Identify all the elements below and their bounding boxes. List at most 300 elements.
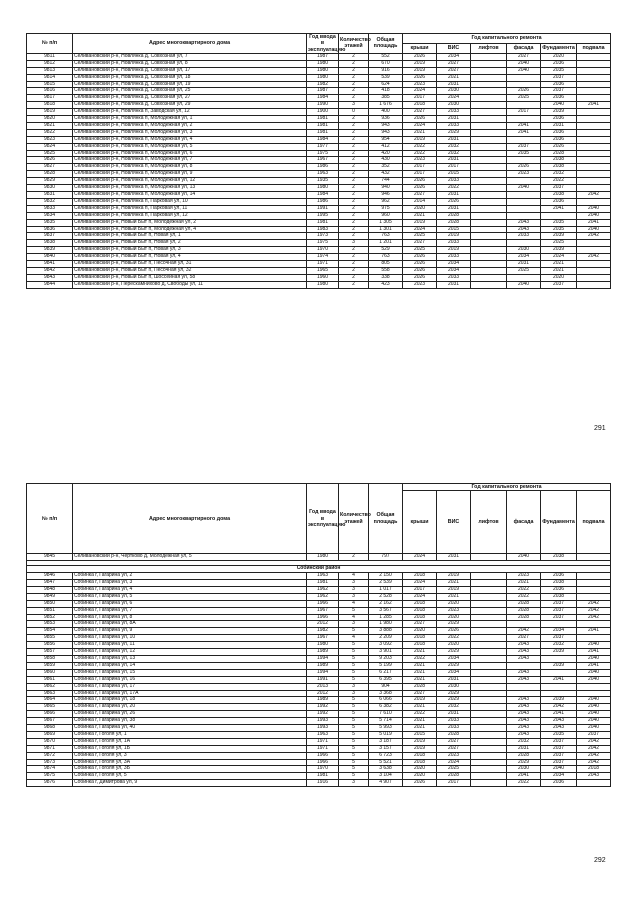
cell-year: 1994 <box>307 655 339 662</box>
cell-basement <box>577 157 611 164</box>
cell-roof: 2019 <box>403 67 437 74</box>
cell-area: 954 <box>369 136 403 143</box>
cell-lift <box>471 95 507 102</box>
cell-roof: 2021 <box>403 704 437 711</box>
cell-lift <box>471 261 507 268</box>
cell-basement <box>577 274 611 281</box>
cell-roof: 2019 <box>403 219 437 226</box>
cell-year: 1992 <box>307 704 339 711</box>
cell-floors: 2 <box>339 157 369 164</box>
cell-roof: 2026 <box>403 116 437 123</box>
cell-address: Собинка г, Гагарина ул, 2 <box>73 573 307 580</box>
cell-vis: 2023 <box>437 607 471 614</box>
cell-year: 1991 <box>307 676 339 683</box>
cell-basement: 2040 <box>577 676 611 683</box>
cell-area: 3 888 <box>369 628 403 635</box>
cell-address: Селивановский р-н, Новый Быт п, Новая ул, 3 <box>73 247 307 254</box>
cell-address: Собинка г, Гагарина ул, 8 <box>73 614 307 621</box>
cell-roof: 2018 <box>403 635 437 642</box>
cell-lift <box>471 157 507 164</box>
cell-basement: 2040 <box>577 725 611 732</box>
cell-roof: 2019 <box>403 738 437 745</box>
cell-vis: 2033 <box>437 718 471 725</box>
cell-year: 2013 <box>307 683 339 690</box>
cell-roof: 2026 <box>403 267 437 274</box>
cell-vis: 2029 <box>437 621 471 628</box>
cell-foundation: 2043 <box>541 725 577 732</box>
cell-area: 943 <box>369 129 403 136</box>
cell-address: Собинка г, Гагарина ул, 3 <box>73 580 307 587</box>
cell-roof: 2027 <box>403 240 437 247</box>
cell-address: Собинка г, Гагарина ул, 10 <box>73 635 307 642</box>
cell-lift <box>471 766 507 773</box>
cell-address: Собинка г, Гагарина ул, 20 <box>73 704 307 711</box>
cell-year: 1982 <box>307 81 339 88</box>
cell-area: 1 980 <box>369 621 403 628</box>
cell-roof: 2019 <box>403 60 437 67</box>
col-area-header: Общая площадь <box>369 34 403 54</box>
register-page-292 <box>26 483 610 787</box>
cell-foundation: 2041 <box>541 676 577 683</box>
cell-num: 9841 <box>27 261 73 268</box>
cell-area: 3 104 <box>369 773 403 780</box>
cell-facade <box>507 683 541 690</box>
cell-roof: 2015 <box>403 731 437 738</box>
cell-foundation: 2037 <box>541 185 577 192</box>
cell-facade: 2017 <box>507 109 541 116</box>
cell-foundation: 2026 <box>541 143 577 150</box>
cell-vis: 2034 <box>437 53 471 60</box>
cell-vis: 2031 <box>437 281 471 288</box>
cell-address: Собинка г, Гагарина ул, 4 <box>73 586 307 593</box>
cell-num: 9839 <box>27 247 73 254</box>
cell-vis: 2015 <box>437 171 471 178</box>
cell-roof: 2020 <box>403 205 437 212</box>
cell-num: 9848 <box>27 586 73 593</box>
cell-roof: 2018 <box>403 102 437 109</box>
cell-vis: 2029 <box>437 649 471 656</box>
cell-floors: 2 <box>339 185 369 192</box>
cell-address: Собинка г, Гоголя ул, 3А <box>73 759 307 766</box>
cell-foundation: 2039 <box>541 649 577 656</box>
cell-area: 558 <box>369 267 403 274</box>
cell-address: Селивановский р-н, Новлянка п, Парковая ул, 10 <box>73 198 307 205</box>
cell-num: 9834 <box>27 212 73 219</box>
cell-vis: 2031 <box>437 136 471 143</box>
cell-basement: 2040 <box>577 704 611 711</box>
cell-address: Собинка г, Гоголя ул, 1 <box>73 731 307 738</box>
cell-facade: 2040 <box>507 281 541 288</box>
cell-area: 975 <box>369 205 403 212</box>
cell-vis: 2017 <box>437 164 471 171</box>
cell-roof: 2024 <box>403 593 437 600</box>
cell-lift <box>471 676 507 683</box>
cell-address: Селивановский р-н, Новлянка д, Совхозная ул, 7 <box>73 53 307 60</box>
cell-num: 9820 <box>27 116 73 123</box>
cell-foundation: 2037 <box>541 88 577 95</box>
cell-lift <box>471 240 507 247</box>
col-facade-header: фасада <box>507 491 541 554</box>
col-floors-header: Количество этажей <box>339 484 369 554</box>
cell-foundation: 2034 <box>541 773 577 780</box>
cell-lift <box>471 649 507 656</box>
cell-lift <box>471 53 507 60</box>
cell-facade: 2022 <box>507 586 541 593</box>
cell-floors: 5 <box>339 738 369 745</box>
cell-roof: 2026 <box>403 74 437 81</box>
cell-facade: 2029 <box>507 759 541 766</box>
cell-vis: 2015 <box>437 226 471 233</box>
cell-num: 9861 <box>27 676 73 683</box>
cell-floors: 2 <box>339 247 369 254</box>
col-lift-header: лифтов <box>471 491 507 554</box>
cell-num: 9831 <box>27 192 73 199</box>
col-basement-header: подвала <box>577 491 611 554</box>
cell-floors: 3 <box>339 586 369 593</box>
col-roof-header: крыши <box>403 491 437 554</box>
cell-area: 2 162 <box>369 600 403 607</box>
cell-facade: 2043 <box>507 697 541 704</box>
cell-roof: 2024 <box>403 554 437 561</box>
cell-lift <box>471 143 507 150</box>
cell-facade: 2030 <box>507 766 541 773</box>
cell-vis: 2031 <box>437 81 471 88</box>
cell-lift <box>471 704 507 711</box>
cell-address: Собинка г, Гагарина ул, 13 <box>73 655 307 662</box>
cell-lift <box>471 690 507 697</box>
cell-roof: 2027 <box>403 690 437 697</box>
cell-area: 670 <box>369 60 403 67</box>
cell-num: 9837 <box>27 233 73 240</box>
cell-facade: 2043 <box>507 718 541 725</box>
cell-floors: 5 <box>339 718 369 725</box>
cell-roof: 2018 <box>403 573 437 580</box>
cell-roof: 2024 <box>403 580 437 587</box>
cell-roof: 2020 <box>403 766 437 773</box>
cell-num: 9827 <box>27 164 73 171</box>
cell-address: Собинка г, Гагарина ул, 26 <box>73 711 307 718</box>
cell-foundation <box>541 683 577 690</box>
cell-year: 1984 <box>307 192 339 199</box>
cell-lift <box>471 600 507 607</box>
cell-foundation: 2032 <box>541 171 577 178</box>
cell-vis: 2030 <box>437 88 471 95</box>
cell-foundation: 2021 <box>541 267 577 274</box>
cell-lift <box>471 150 507 157</box>
cell-lift <box>471 607 507 614</box>
cell-address: Селивановский р-н, Новлянка д, Совхозная ул, 18 <box>73 74 307 81</box>
cell-facade: 2043 <box>507 669 541 676</box>
cell-vis: 2021 <box>437 580 471 587</box>
cell-floors: 2 <box>339 554 369 561</box>
cell-vis: 2034 <box>437 655 471 662</box>
cell-address: Селивановский р-н, Новлянка д, Совхозная ул, 25 <box>73 88 307 95</box>
cell-area: 7 610 <box>369 711 403 718</box>
cell-area: 430 <box>369 157 403 164</box>
cell-facade: 2027 <box>507 635 541 642</box>
cell-basement: 2040 <box>577 655 611 662</box>
cell-vis: 2032 <box>437 704 471 711</box>
cell-basement <box>577 122 611 129</box>
cell-roof: 2026 <box>403 178 437 185</box>
cell-num: 9826 <box>27 157 73 164</box>
cell-lift <box>471 635 507 642</box>
cell-floors: 3 <box>339 580 369 587</box>
housing-table-page1 <box>26 33 611 289</box>
cell-facade: 2037 <box>507 143 541 150</box>
cell-vis: 2027 <box>437 67 471 74</box>
cell-address: Селивановский р-н, Новлянка д, Совхозная ул, 29 <box>73 102 307 109</box>
cell-num: 9866 <box>27 711 73 718</box>
cell-year: 1935 <box>307 178 339 185</box>
cell-lift <box>471 725 507 732</box>
cell-roof: 2026 <box>403 274 437 281</box>
cell-lift <box>471 628 507 635</box>
cell-floors: 3 <box>339 102 369 109</box>
cell-vis: 2034 <box>437 267 471 274</box>
cell-floors: 2 <box>339 219 369 226</box>
cell-lift <box>471 593 507 600</box>
cell-lift <box>471 711 507 718</box>
cell-year: 1962 <box>307 586 339 593</box>
cell-roof: 2020 <box>403 628 437 635</box>
cell-vis: 2019 <box>437 573 471 580</box>
cell-year: 1916 <box>307 780 339 787</box>
cell-year: 1980 <box>307 281 339 288</box>
cell-year: 1989 <box>307 697 339 704</box>
cell-vis: 2031 <box>437 676 471 683</box>
cell-facade: 2035 <box>507 150 541 157</box>
cell-address: Собинка г, Гагарина ул, 9 <box>73 628 307 635</box>
cell-roof: 2018 <box>403 759 437 766</box>
cell-area: 3 901 <box>369 649 403 656</box>
cell-facade <box>507 205 541 212</box>
cell-num: 9864 <box>27 697 73 704</box>
cell-floors: 2 <box>339 74 369 81</box>
cell-num: 9817 <box>27 95 73 102</box>
cell-foundation: 2035 <box>541 67 577 74</box>
cell-num: 9847 <box>27 580 73 587</box>
cell-roof: 2024 <box>403 88 437 95</box>
cell-lift <box>471 136 507 143</box>
cell-lift <box>471 586 507 593</box>
cell-address: Собинка г, Гагарина ул, 18 <box>73 697 307 704</box>
cell-vis: 2026 <box>437 628 471 635</box>
cell-floors: 5 <box>339 766 369 773</box>
cell-address: Собинка г, Гагарина ул, 16 <box>73 676 307 683</box>
cell-area: 552 <box>369 53 403 60</box>
cell-lift <box>471 122 507 129</box>
cell-floors: 2 <box>339 192 369 199</box>
cell-num: 9855 <box>27 635 73 642</box>
col-vis-header: ВИС <box>437 43 471 53</box>
cell-floors: 5 <box>339 662 369 669</box>
cell-year: 1981 <box>307 219 339 226</box>
cell-num: 9849 <box>27 593 73 600</box>
cell-num: 9845 <box>27 554 73 561</box>
cell-num: 9868 <box>27 725 73 732</box>
cell-vis: 2031 <box>437 554 471 561</box>
cell-vis: 2017 <box>437 780 471 787</box>
cell-lift <box>471 773 507 780</box>
col-foundation-header: Фундамента <box>541 43 577 53</box>
cell-floors: 2 <box>339 198 369 205</box>
cell-num: 9865 <box>27 704 73 711</box>
cell-lift <box>471 116 507 123</box>
cell-basement <box>577 60 611 67</box>
cell-facade: 2040 <box>507 67 541 74</box>
cell-basement <box>577 281 611 288</box>
cell-area: 805 <box>369 261 403 268</box>
cell-area: 940 <box>369 185 403 192</box>
cell-vis: 2026 <box>437 198 471 205</box>
cell-facade: 2026 <box>507 164 541 171</box>
col-year-header: Год ввода в эксплуатацию <box>308 34 346 53</box>
cell-foundation: 2036 <box>541 136 577 143</box>
cell-foundation: 2037 <box>541 74 577 81</box>
cell-address: Собинка г, Гагарина ул, 12 <box>73 649 307 656</box>
cell-lift <box>471 178 507 185</box>
cell-vis: 2022 <box>437 635 471 642</box>
cell-year: 1980 <box>307 67 339 74</box>
cell-vis: 2031 <box>437 116 471 123</box>
cell-num: 9874 <box>27 766 73 773</box>
cell-foundation: 2035 <box>541 731 577 738</box>
cell-floors: 3 <box>339 240 369 247</box>
cell-roof: 2021 <box>403 662 437 669</box>
cell-vis: 2034 <box>437 669 471 676</box>
cell-roof: 2017 <box>403 164 437 171</box>
cell-lift <box>471 731 507 738</box>
cell-num: 9816 <box>27 88 73 95</box>
cell-vis: 2030 <box>437 683 471 690</box>
cell-lift <box>471 67 507 74</box>
cell-roof: 2014 <box>403 198 437 205</box>
cell-foundation: 2038 <box>541 192 577 199</box>
cell-vis: 2031 <box>437 157 471 164</box>
cell-year: 1966 <box>307 759 339 766</box>
cell-foundation: 2035 <box>541 219 577 226</box>
cell-foundation: 2031 <box>541 122 577 129</box>
cell-num: 9859 <box>27 662 73 669</box>
cell-vis: 2032 <box>437 143 471 150</box>
cell-address: Селивановский р-н, Новлянка п, Молодежная ул, 2 <box>73 122 307 129</box>
col-year-header: Год ввода в эксплуатацию <box>307 484 339 554</box>
cell-floors: 5 <box>339 607 369 614</box>
cell-roof: 2027 <box>403 621 437 628</box>
cell-vis: 2027 <box>437 745 471 752</box>
cell-basement <box>577 586 611 593</box>
cell-num: 9852 <box>27 614 73 621</box>
cell-facade: 2043 <box>507 219 541 226</box>
cell-basement <box>577 554 611 561</box>
cell-floors: 5 <box>339 731 369 738</box>
cell-basement: 2040 <box>577 718 611 725</box>
cell-vis: 2033 <box>437 122 471 129</box>
cell-address: Селивановский р-н, Перескамнихово д, Свободы ул, 11 <box>73 281 307 288</box>
cell-roof: 2021 <box>403 725 437 732</box>
cell-num: 9870 <box>27 738 73 745</box>
cell-roof: 2023 <box>403 157 437 164</box>
cell-floors: 3 <box>339 593 369 600</box>
cell-basement: 2042 <box>577 614 611 621</box>
cell-basement <box>577 580 611 587</box>
cell-vis: 2033 <box>437 178 471 185</box>
cell-num: 9869 <box>27 731 73 738</box>
cell-address: Селивановский р-н, Новлянка п, Молодежная ул, 1 <box>73 116 307 123</box>
cell-floors: 4 <box>339 600 369 607</box>
cell-foundation: 2039 <box>541 109 577 116</box>
cell-floors: 5 <box>339 628 369 635</box>
cell-vis: 2033 <box>437 254 471 261</box>
cell-address: Селивановский р-н, Новлянка п, Молодежная ул, 9 <box>73 171 307 178</box>
cell-num: 9846 <box>27 573 73 580</box>
col-area-header: Общая площадь <box>369 484 403 554</box>
cell-facade: 2040 <box>507 554 541 561</box>
cell-num: 9836 <box>27 226 73 233</box>
cell-num: 9811 <box>27 53 73 60</box>
cell-area: 1 201 <box>369 240 403 247</box>
cell-floors: 2 <box>339 136 369 143</box>
cell-foundation: 2020 <box>541 274 577 281</box>
cell-foundation: 2043 <box>541 718 577 725</box>
cell-basement: 2040 <box>577 669 611 676</box>
cell-num: 9823 <box>27 136 73 143</box>
cell-lift <box>471 573 507 580</box>
cell-num: 9876 <box>27 780 73 787</box>
cell-roof: 2018 <box>403 752 437 759</box>
cell-floors: 3 <box>339 690 369 697</box>
col-facade-header: фасада <box>507 43 541 53</box>
cell-lift <box>471 669 507 676</box>
cell-facade: 2041 <box>507 129 541 136</box>
cell-facade <box>507 74 541 81</box>
cell-roof: 2021 <box>403 676 437 683</box>
cell-area: 3 157 <box>369 745 403 752</box>
cell-num: 9814 <box>27 74 73 81</box>
cell-floors: 5 <box>339 676 369 683</box>
cell-basement: 2042 <box>577 254 611 261</box>
cell-floors: 5 <box>339 759 369 766</box>
cell-area: 6 723 <box>369 752 403 759</box>
cell-year: 1960 <box>307 274 339 281</box>
table-row <box>27 683 611 690</box>
cell-floors: 2 <box>339 274 369 281</box>
cell-area: 9 203 <box>369 655 403 662</box>
cell-year: 1981 <box>307 122 339 129</box>
table-row <box>27 219 611 226</box>
cell-lift <box>471 102 507 109</box>
cell-num: 9873 <box>27 759 73 766</box>
cell-floors: 2 <box>339 254 369 261</box>
cell-floors: 5 <box>339 697 369 704</box>
cell-basement: 2042 <box>577 738 611 745</box>
cell-address: Селивановский р-н, Новлянка п, Молодежная ул, 6 <box>73 150 307 157</box>
cell-floors: 5 <box>339 725 369 732</box>
cell-year: 1981 <box>307 773 339 780</box>
cell-area: 943 <box>369 122 403 129</box>
cell-area: 418 <box>369 88 403 95</box>
cell-facade: 2033 <box>507 233 541 240</box>
cell-facade: 2023 <box>507 171 541 178</box>
cell-floors: 4 <box>339 573 369 580</box>
cell-roof: 2027 <box>403 109 437 116</box>
cell-facade: 2040 <box>507 60 541 67</box>
cell-floors: 2 <box>339 60 369 67</box>
cell-year: 1967 <box>307 157 339 164</box>
cell-area: 1 017 <box>369 586 403 593</box>
cell-floors: 2 <box>339 143 369 150</box>
